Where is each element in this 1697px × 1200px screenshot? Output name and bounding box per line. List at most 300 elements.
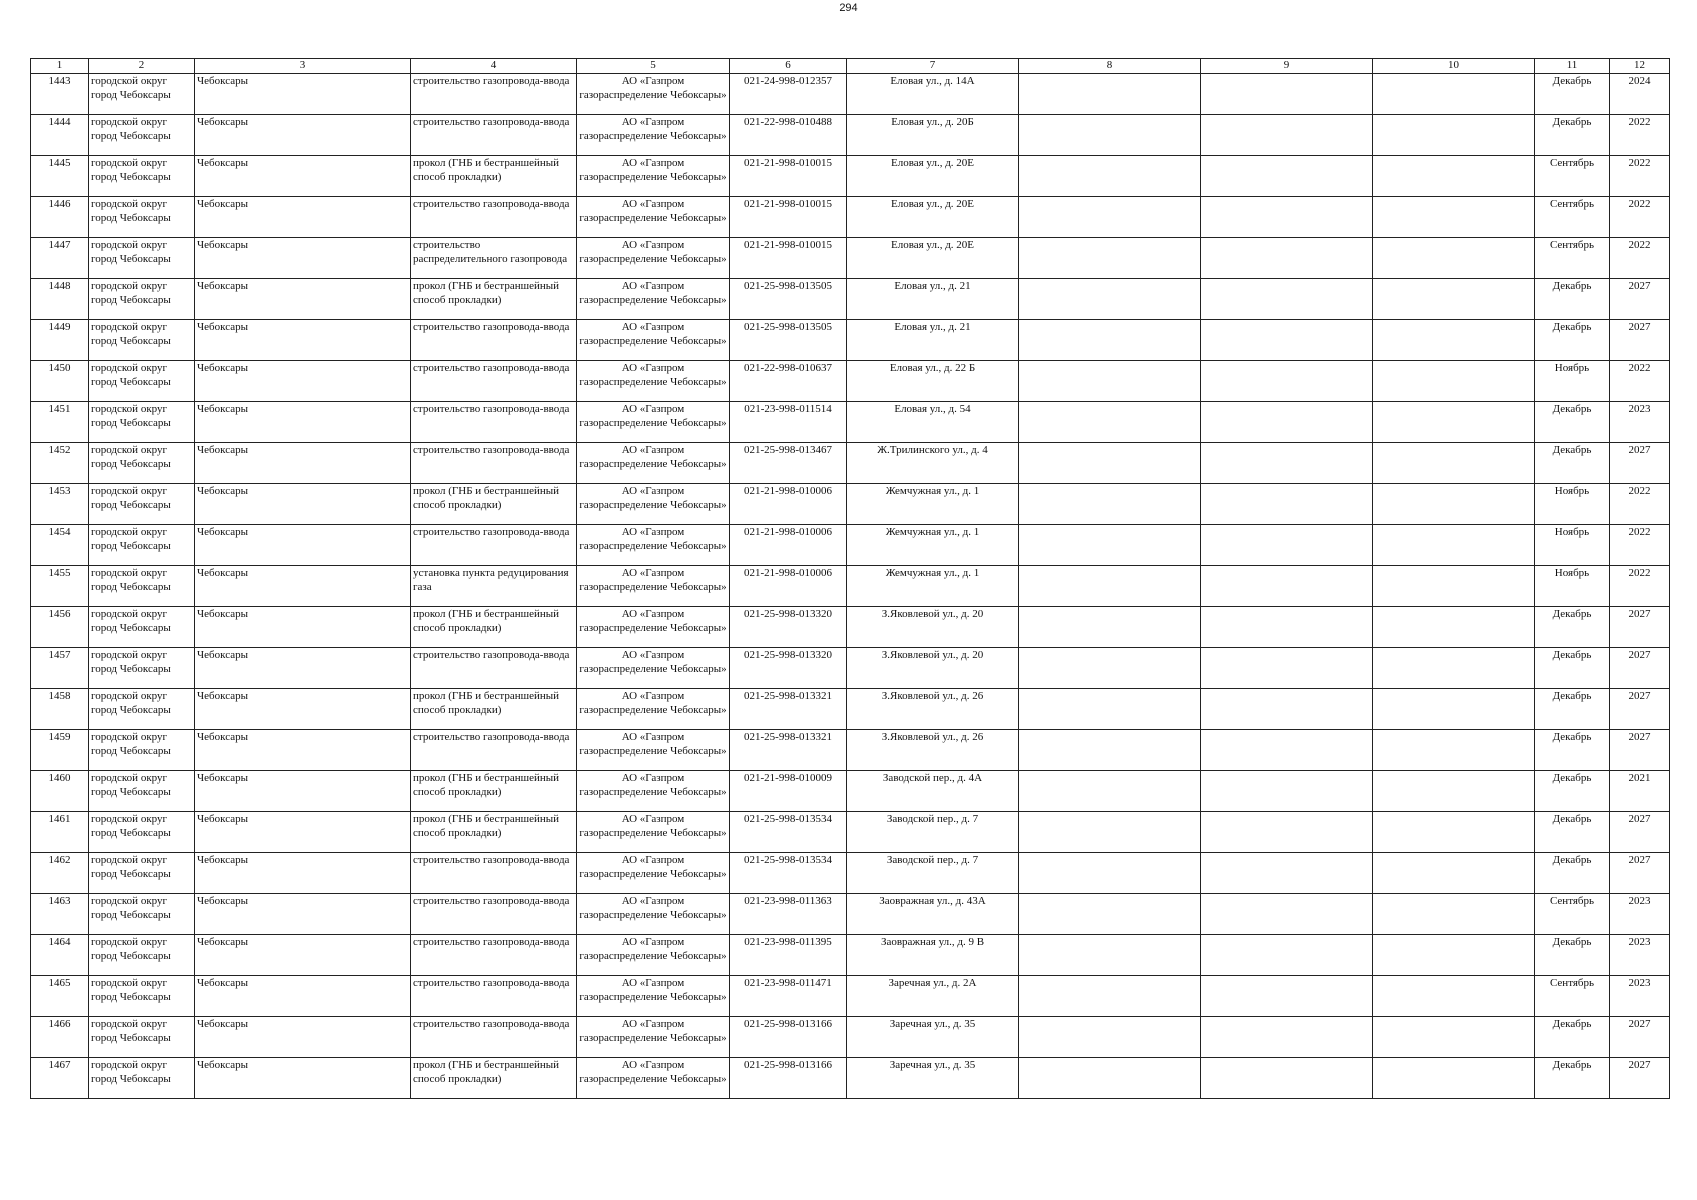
- district-cell: [89, 402, 195, 443]
- work-type-cell: [411, 238, 577, 279]
- work-type-text: строительство газопровода-ввода: [413, 362, 570, 374]
- settlement-cell: [195, 935, 411, 976]
- work-type-text: строительство газопровода-ввода: [413, 1018, 570, 1030]
- work-type-cell: [411, 115, 577, 156]
- settlement-text: Чебоксары: [197, 1018, 248, 1030]
- column-9-cell: [1201, 771, 1373, 812]
- column-8-text: [1021, 484, 1198, 524]
- district-text: городской округ город Чебоксары: [91, 116, 171, 142]
- row-number-cell: [31, 484, 89, 525]
- column-10-cell: [1373, 443, 1535, 484]
- table-row: [31, 484, 1670, 525]
- column-8-cell: [1019, 279, 1201, 320]
- row-number-cell: [31, 115, 89, 156]
- column-8-text: [1021, 402, 1198, 442]
- table-row: [31, 238, 1670, 279]
- column-10-cell: [1373, 1058, 1535, 1099]
- address-text: Жемчужная ул., д. 1: [885, 526, 980, 538]
- column-10-cell: [1373, 771, 1535, 812]
- owner-text: АО «Газпром газораспределение Чебоксары»: [579, 936, 727, 962]
- column-9-cell: [1201, 730, 1373, 771]
- work-type-cell: [411, 853, 577, 894]
- work-type-text: установка пункта редуцирования газа: [413, 567, 569, 593]
- row-number-cell: [31, 361, 89, 402]
- district-cell: [89, 730, 195, 771]
- owner-cell: [577, 197, 730, 238]
- column-8-cell: [1019, 320, 1201, 361]
- row-number-cell: [31, 812, 89, 853]
- column-8-cell: [1019, 689, 1201, 730]
- column-10-cell: [1373, 197, 1535, 238]
- table-row: [31, 74, 1670, 115]
- column-header: 1: [31, 59, 89, 74]
- address-cell: [847, 484, 1019, 525]
- column-9-text: [1203, 525, 1370, 565]
- column-8-text: [1021, 361, 1198, 401]
- object-code-text: 021-25-998-013534: [744, 854, 832, 866]
- owner-text: АО «Газпром газораспределение Чебоксары»: [579, 731, 727, 757]
- settlement-text: Чебоксары: [197, 772, 248, 784]
- column-10-text: [1375, 853, 1532, 893]
- work-type-cell: [411, 566, 577, 607]
- column-10-text: [1375, 402, 1532, 442]
- column-10-cell: [1373, 279, 1535, 320]
- settlement-cell: [195, 156, 411, 197]
- address-text: Заречная ул., д. 35: [889, 1018, 976, 1030]
- page-number: 294: [839, 2, 858, 14]
- year-cell: [1610, 402, 1670, 443]
- address-cell: [847, 648, 1019, 689]
- address-text: Жемчужная ул., д. 1: [885, 567, 980, 579]
- row-number-cell: [31, 402, 89, 443]
- column-8-cell: [1019, 484, 1201, 525]
- column-8-text: [1021, 771, 1198, 811]
- settlement-text: Чебоксары: [197, 362, 248, 374]
- table-row: [31, 976, 1670, 1017]
- settlement-cell: [195, 279, 411, 320]
- year-text: 2027: [1628, 813, 1651, 825]
- month-cell: [1535, 525, 1610, 566]
- owner-cell: [577, 566, 730, 607]
- district-text: городской округ город Чебоксары: [91, 1059, 171, 1085]
- owner-text: АО «Газпром газораспределение Чебоксары»: [579, 75, 727, 101]
- district-text: городской округ город Чебоксары: [91, 444, 171, 470]
- district-cell: [89, 1058, 195, 1099]
- object-code-text: 021-23-998-011471: [744, 977, 832, 989]
- row-number: 1452: [48, 444, 71, 456]
- column-9-text: [1203, 279, 1370, 319]
- owner-text: АО «Газпром газораспределение Чебоксары»: [579, 239, 727, 265]
- district-text: городской округ город Чебоксары: [91, 403, 171, 429]
- year-cell: [1610, 894, 1670, 935]
- object-code-cell: [730, 279, 847, 320]
- object-code-text: 021-21-998-010015: [744, 239, 832, 251]
- year-cell: [1610, 320, 1670, 361]
- object-code-text: 021-25-998-013320: [744, 608, 832, 620]
- settlement-text: Чебоксары: [197, 936, 248, 948]
- district-text: городской округ город Чебоксары: [91, 608, 171, 634]
- address-text: Заречная ул., д. 35: [889, 1059, 976, 1071]
- year-cell: [1610, 484, 1670, 525]
- object-code-text: 021-25-998-013166: [744, 1059, 832, 1071]
- month-text: Декабрь: [1552, 280, 1592, 292]
- column-header: 7: [847, 59, 1019, 74]
- work-type-text: строительство газопровода-ввода: [413, 936, 570, 948]
- column-9-text: [1203, 730, 1370, 770]
- table-row: [31, 1058, 1670, 1099]
- object-code-cell: [730, 402, 847, 443]
- work-type-text: строительство газопровода-ввода: [413, 116, 570, 128]
- month-cell: [1535, 1017, 1610, 1058]
- column-10-cell: [1373, 238, 1535, 279]
- table-row: [31, 566, 1670, 607]
- month-text: Декабрь: [1552, 649, 1592, 661]
- address-cell: [847, 115, 1019, 156]
- column-9-cell: [1201, 115, 1373, 156]
- district-cell: [89, 976, 195, 1017]
- column-8-text: [1021, 197, 1198, 237]
- row-number: 1467: [48, 1059, 71, 1071]
- settlement-text: Чебоксары: [197, 526, 248, 538]
- year-cell: [1610, 935, 1670, 976]
- column-8-text: [1021, 115, 1198, 155]
- settlement-cell: [195, 1017, 411, 1058]
- row-number-cell: [31, 853, 89, 894]
- district-text: городской округ город Чебоксары: [91, 321, 171, 347]
- settlement-text: Чебоксары: [197, 444, 248, 456]
- year-cell: [1610, 74, 1670, 115]
- column-10-text: [1375, 607, 1532, 647]
- address-text: Заовражная ул., д. 43А: [879, 895, 986, 907]
- settlement-cell: [195, 484, 411, 525]
- settlement-cell: [195, 238, 411, 279]
- column-8-cell: [1019, 730, 1201, 771]
- object-code-text: 021-21-998-010015: [744, 198, 832, 210]
- column-9-text: [1203, 607, 1370, 647]
- row-number: 1463: [48, 895, 71, 907]
- object-code-text: 021-22-998-010488: [744, 116, 832, 128]
- month-cell: [1535, 156, 1610, 197]
- column-8-cell: [1019, 648, 1201, 689]
- month-cell: [1535, 812, 1610, 853]
- row-number-cell: [31, 74, 89, 115]
- column-header: 6: [730, 59, 847, 74]
- work-type-cell: [411, 607, 577, 648]
- column-9-text: [1203, 74, 1370, 114]
- work-type-cell: [411, 320, 577, 361]
- year-text: 2023: [1628, 977, 1651, 989]
- settlement-cell: [195, 689, 411, 730]
- column-9-text: [1203, 156, 1370, 196]
- column-10-text: [1375, 976, 1532, 1016]
- object-code-cell: [730, 361, 847, 402]
- object-code-cell: [730, 607, 847, 648]
- column-9-text: [1203, 402, 1370, 442]
- row-number: 1465: [48, 977, 71, 989]
- column-8-text: [1021, 812, 1198, 852]
- table-row: [31, 115, 1670, 156]
- district-text: городской округ город Чебоксары: [91, 977, 171, 1003]
- district-cell: [89, 607, 195, 648]
- column-8-text: [1021, 935, 1198, 975]
- month-text: Декабрь: [1552, 444, 1592, 456]
- row-number: 1458: [48, 690, 71, 702]
- column-9-cell: [1201, 197, 1373, 238]
- owner-cell: [577, 976, 730, 1017]
- owner-cell: [577, 402, 730, 443]
- address-text: Жемчужная ул., д. 1: [885, 485, 980, 497]
- month-cell: [1535, 484, 1610, 525]
- year-cell: [1610, 115, 1670, 156]
- owner-cell: [577, 443, 730, 484]
- column-8-text: [1021, 976, 1198, 1016]
- object-code-cell: [730, 771, 847, 812]
- column-10-cell: [1373, 976, 1535, 1017]
- column-10-text: [1375, 361, 1532, 401]
- column-9-cell: [1201, 402, 1373, 443]
- district-text: городской округ город Чебоксары: [91, 485, 171, 511]
- address-cell: [847, 812, 1019, 853]
- owner-cell: [577, 156, 730, 197]
- column-9-text: [1203, 320, 1370, 360]
- object-code-text: 021-21-998-010006: [744, 485, 832, 497]
- owner-text: АО «Газпром газораспределение Чебоксары»: [579, 116, 727, 142]
- district-cell: [89, 853, 195, 894]
- object-code-text: 021-25-998-013467: [744, 444, 832, 456]
- district-text: городской округ город Чебоксары: [91, 239, 171, 265]
- settlement-text: Чебоксары: [197, 321, 248, 333]
- year-cell: [1610, 853, 1670, 894]
- work-type-text: строительство газопровода-ввода: [413, 854, 570, 866]
- district-text: городской округ город Чебоксары: [91, 813, 171, 839]
- column-8-cell: [1019, 197, 1201, 238]
- owner-cell: [577, 1017, 730, 1058]
- column-8-cell: [1019, 402, 1201, 443]
- year-cell: [1610, 525, 1670, 566]
- object-code-cell: [730, 853, 847, 894]
- work-type-cell: [411, 525, 577, 566]
- settlement-text: Чебоксары: [197, 116, 248, 128]
- owner-cell: [577, 74, 730, 115]
- month-cell: [1535, 361, 1610, 402]
- owner-cell: [577, 812, 730, 853]
- object-code-cell: [730, 156, 847, 197]
- month-cell: [1535, 730, 1610, 771]
- year-cell: [1610, 566, 1670, 607]
- owner-cell: [577, 484, 730, 525]
- object-code-text: 021-21-998-010006: [744, 526, 832, 538]
- work-type-cell: [411, 279, 577, 320]
- month-text: Декабрь: [1552, 731, 1592, 743]
- column-10-text: [1375, 156, 1532, 196]
- address-cell: [847, 689, 1019, 730]
- work-type-text: строительство газопровода-ввода: [413, 526, 570, 538]
- object-code-text: 021-25-998-013321: [744, 690, 832, 702]
- column-8-cell: [1019, 238, 1201, 279]
- settlement-text: Чебоксары: [197, 280, 248, 292]
- column-9-cell: [1201, 935, 1373, 976]
- owner-text: АО «Газпром газораспределение Чебоксары»: [579, 198, 727, 224]
- owner-cell: [577, 853, 730, 894]
- year-cell: [1610, 279, 1670, 320]
- work-type-cell: [411, 74, 577, 115]
- column-10-cell: [1373, 525, 1535, 566]
- district-cell: [89, 1017, 195, 1058]
- work-type-text: прокол (ГНБ и бестраншейный способ прокладки): [413, 608, 560, 634]
- table-body: [31, 74, 1670, 1099]
- month-cell: [1535, 115, 1610, 156]
- object-code-cell: [730, 894, 847, 935]
- object-code-text: 021-24-998-012357: [744, 75, 832, 87]
- column-9-text: [1203, 566, 1370, 606]
- column-10-text: [1375, 238, 1532, 278]
- year-text: 2027: [1628, 649, 1651, 661]
- district-text: городской округ город Чебоксары: [91, 526, 171, 552]
- month-cell: [1535, 648, 1610, 689]
- settlement-cell: [195, 894, 411, 935]
- table-row: [31, 935, 1670, 976]
- object-code-text: 021-25-998-013505: [744, 280, 832, 292]
- column-8-text: [1021, 238, 1198, 278]
- column-9-text: [1203, 935, 1370, 975]
- column-10-text: [1375, 566, 1532, 606]
- year-text: 2027: [1628, 321, 1651, 333]
- year-text: 2027: [1628, 854, 1651, 866]
- owner-text: АО «Газпром газораспределение Чебоксары»: [579, 485, 727, 511]
- column-8-text: [1021, 894, 1198, 934]
- address-cell: [847, 935, 1019, 976]
- work-type-cell: [411, 197, 577, 238]
- district-cell: [89, 689, 195, 730]
- column-9-cell: [1201, 74, 1373, 115]
- work-type-text: строительство газопровода-ввода: [413, 403, 570, 415]
- work-type-text: прокол (ГНБ и бестраншейный способ прокладки): [413, 280, 560, 306]
- month-text: Ноябрь: [1554, 362, 1590, 374]
- object-code-text: 021-25-998-013534: [744, 813, 832, 825]
- column-9-cell: [1201, 894, 1373, 935]
- column-8-text: [1021, 648, 1198, 688]
- column-header: 2: [89, 59, 195, 74]
- column-8-text: [1021, 689, 1198, 729]
- object-code-cell: [730, 1017, 847, 1058]
- address-cell: [847, 1017, 1019, 1058]
- address-text: Еловая ул., д. 21: [894, 280, 971, 292]
- district-cell: [89, 525, 195, 566]
- settlement-cell: [195, 812, 411, 853]
- column-8-cell: [1019, 812, 1201, 853]
- month-cell: [1535, 402, 1610, 443]
- month-cell: [1535, 443, 1610, 484]
- work-type-cell: [411, 894, 577, 935]
- year-text: 2022: [1628, 362, 1651, 374]
- column-9-cell: [1201, 361, 1373, 402]
- settlement-cell: [195, 525, 411, 566]
- owner-text: АО «Газпром газораспределение Чебоксары»: [579, 608, 727, 634]
- address-cell: [847, 443, 1019, 484]
- column-header: 9: [1201, 59, 1373, 74]
- year-text: 2022: [1628, 116, 1651, 128]
- work-type-cell: [411, 730, 577, 771]
- settlement-text: Чебоксары: [197, 977, 248, 989]
- column-10-cell: [1373, 607, 1535, 648]
- year-text: 2027: [1628, 444, 1651, 456]
- district-cell: [89, 361, 195, 402]
- column-9-cell: [1201, 484, 1373, 525]
- settlement-text: Чебоксары: [197, 239, 248, 251]
- district-text: городской округ город Чебоксары: [91, 198, 171, 224]
- column-header: 8: [1019, 59, 1201, 74]
- column-9-cell: [1201, 689, 1373, 730]
- row-number: 1461: [48, 813, 71, 825]
- row-number: 1457: [48, 649, 71, 661]
- work-type-cell: [411, 812, 577, 853]
- object-code-cell: [730, 197, 847, 238]
- row-number-cell: [31, 935, 89, 976]
- owner-cell: [577, 771, 730, 812]
- year-text: 2027: [1628, 280, 1651, 292]
- address-cell: [847, 156, 1019, 197]
- column-8-text: [1021, 320, 1198, 360]
- column-9-cell: [1201, 320, 1373, 361]
- owner-text: АО «Газпром газораспределение Чебоксары»: [579, 321, 727, 347]
- owner-cell: [577, 361, 730, 402]
- settlement-cell: [195, 197, 411, 238]
- settlement-cell: [195, 74, 411, 115]
- owner-cell: [577, 607, 730, 648]
- settlement-text: Чебоксары: [197, 895, 248, 907]
- row-number-cell: [31, 648, 89, 689]
- address-text: Заовражная ул., д. 9 В: [880, 936, 985, 948]
- district-cell: [89, 484, 195, 525]
- address-text: Еловая ул., д. 54: [894, 403, 971, 415]
- district-text: городской округ город Чебоксары: [91, 936, 171, 962]
- year-cell: [1610, 1017, 1670, 1058]
- column-9-cell: [1201, 566, 1373, 607]
- row-number-cell: [31, 320, 89, 361]
- month-cell: [1535, 238, 1610, 279]
- year-cell: [1610, 812, 1670, 853]
- column-9-text: [1203, 1017, 1370, 1057]
- month-text: Ноябрь: [1554, 567, 1590, 579]
- object-code-cell: [730, 484, 847, 525]
- column-9-cell: [1201, 812, 1373, 853]
- district-text: городской округ город Чебоксары: [91, 772, 171, 798]
- district-text: городской округ город Чебоксары: [91, 690, 171, 716]
- work-type-text: прокол (ГНБ и бестраншейный способ прокладки): [413, 157, 560, 183]
- settlement-cell: [195, 443, 411, 484]
- object-code-text: 021-25-998-013321: [744, 731, 832, 743]
- table-row: [31, 443, 1670, 484]
- work-type-cell: [411, 484, 577, 525]
- column-8-cell: [1019, 525, 1201, 566]
- work-type-cell: [411, 1058, 577, 1099]
- table-row: [31, 853, 1670, 894]
- month-cell: [1535, 771, 1610, 812]
- owner-cell: [577, 935, 730, 976]
- column-9-text: [1203, 1058, 1370, 1098]
- column-9-cell: [1201, 1017, 1373, 1058]
- column-10-cell: [1373, 402, 1535, 443]
- work-type-text: строительство газопровода-ввода: [413, 977, 570, 989]
- address-text: З.Яковлевой ул., д. 26: [881, 731, 984, 743]
- work-type-text: прокол (ГНБ и бестраншейный способ прокладки): [413, 485, 560, 511]
- column-10-cell: [1373, 115, 1535, 156]
- column-9-cell: [1201, 853, 1373, 894]
- address-cell: [847, 894, 1019, 935]
- owner-cell: [577, 730, 730, 771]
- column-10-text: [1375, 730, 1532, 770]
- column-9-text: [1203, 197, 1370, 237]
